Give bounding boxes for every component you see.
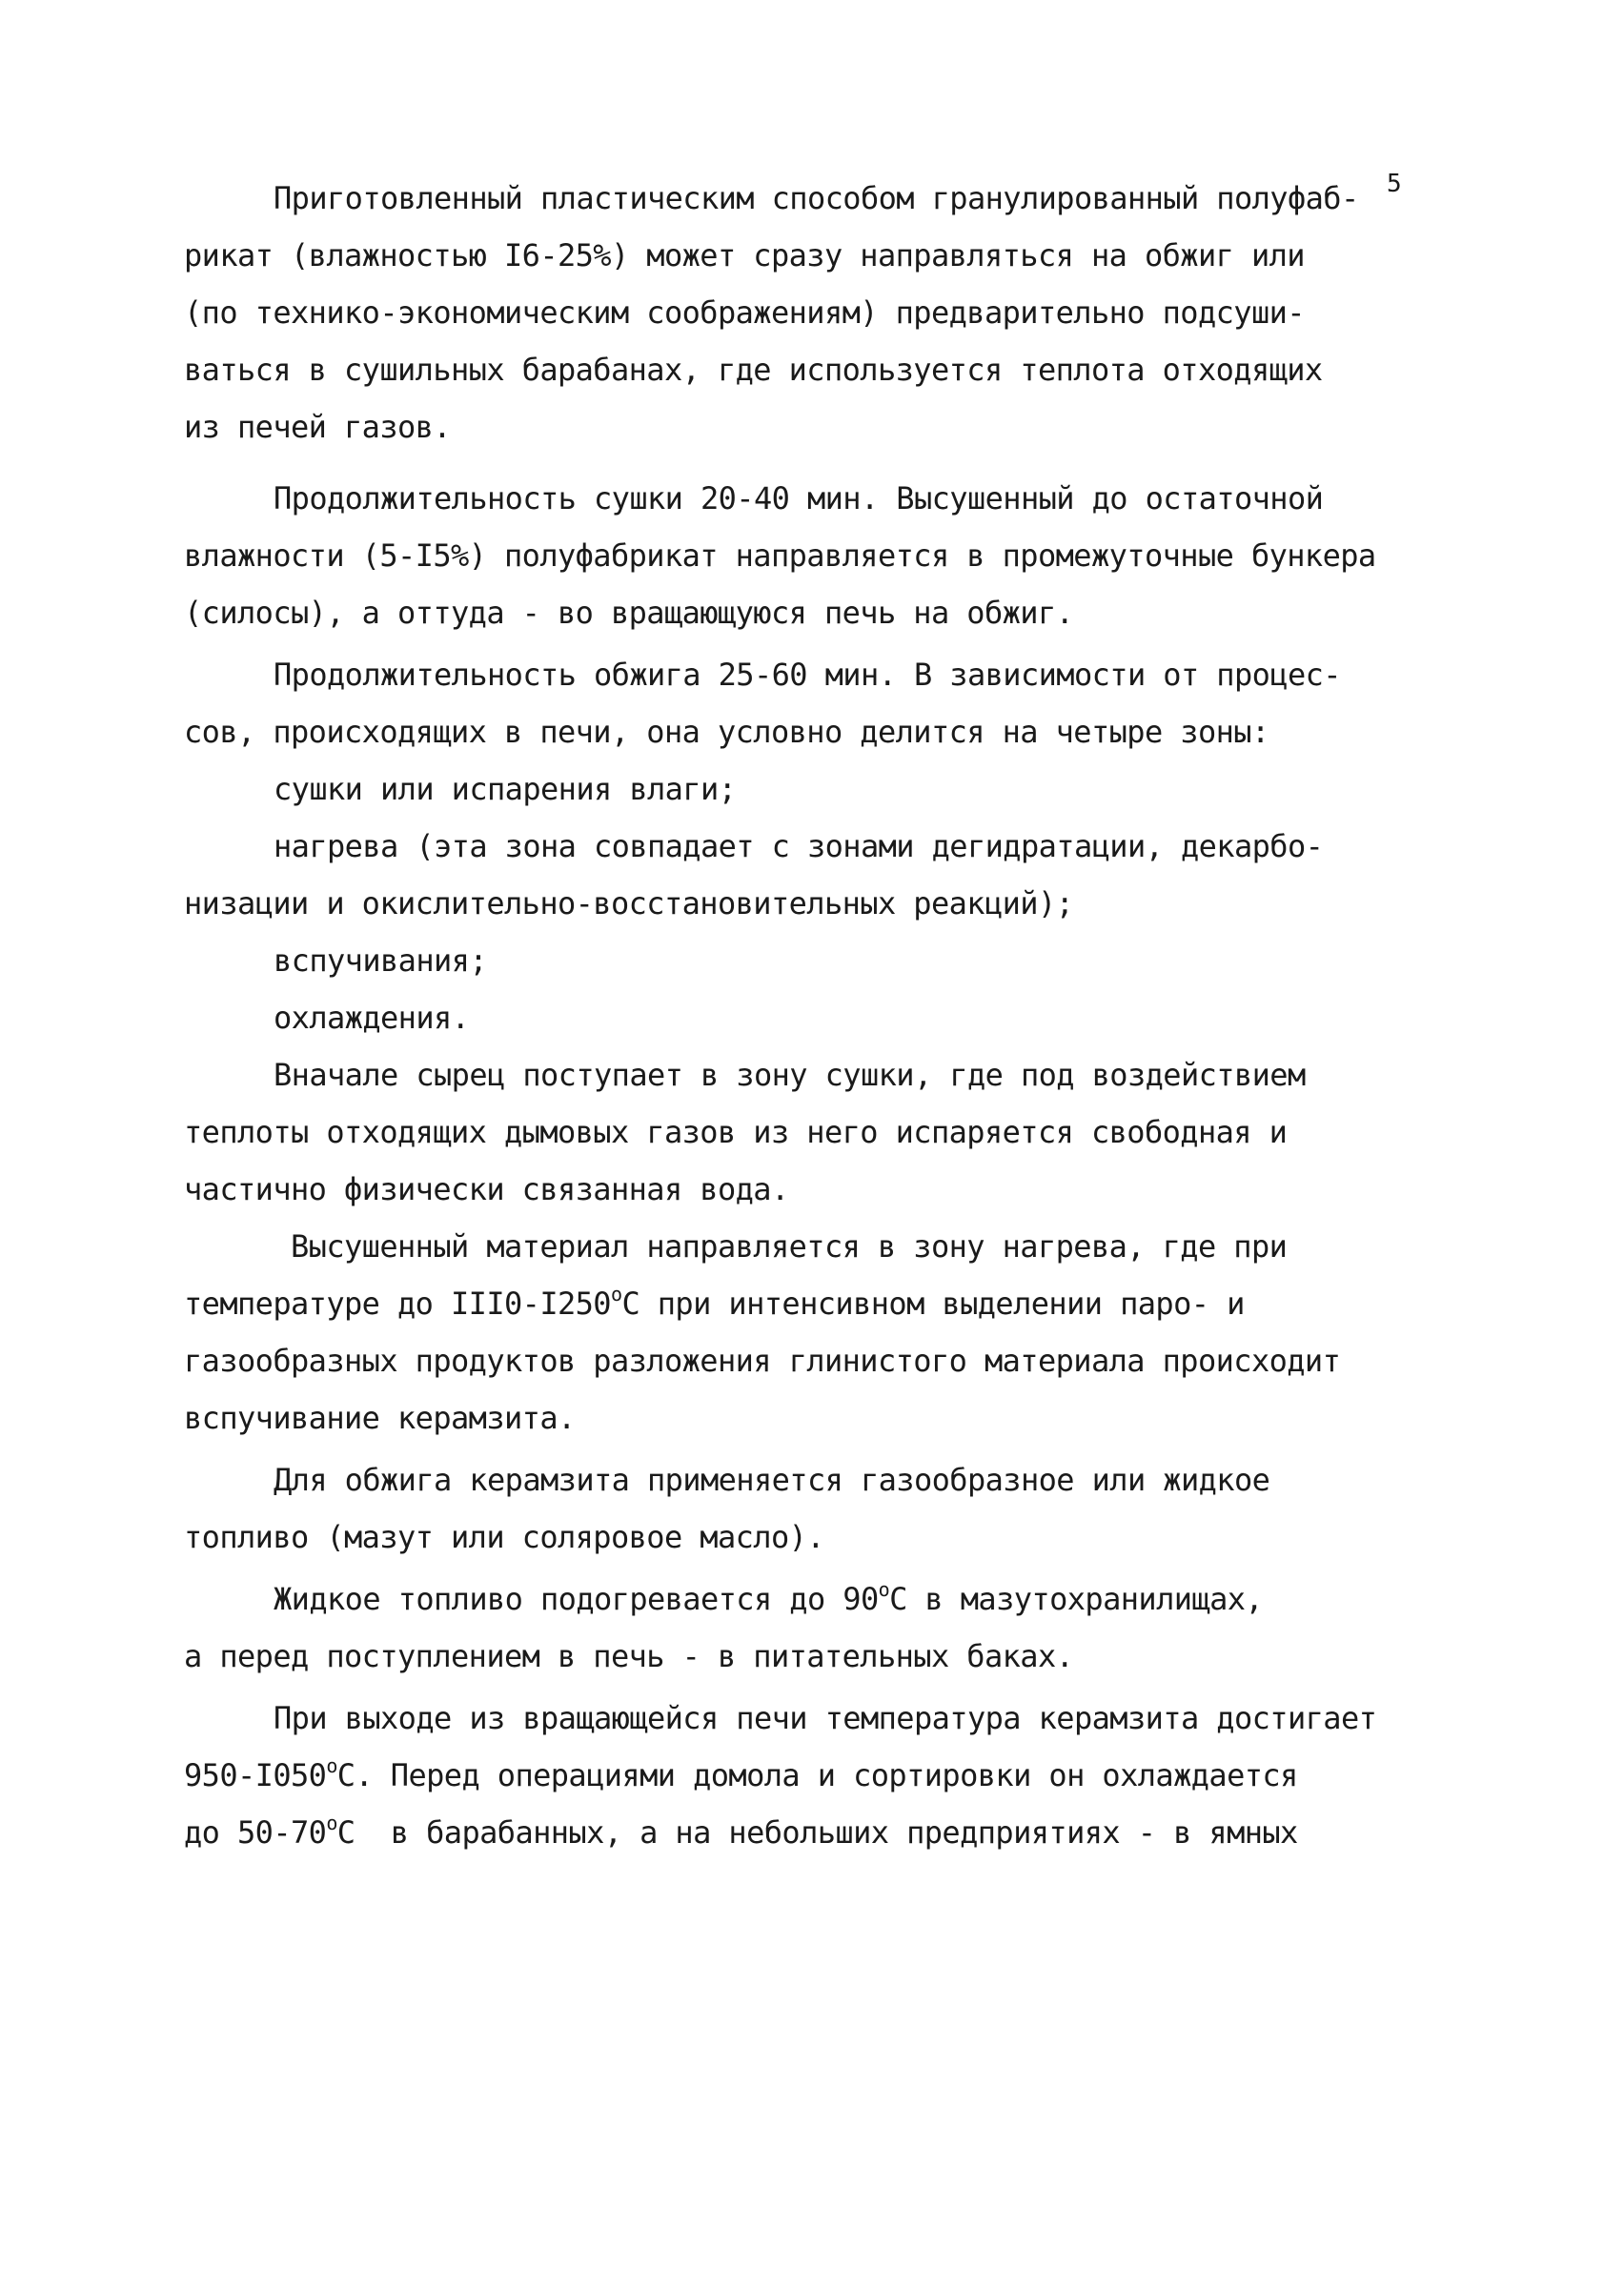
degree-superscript: o	[326, 1812, 337, 1835]
list-item: сушки или испарения влаги;	[274, 771, 737, 807]
degree-superscript: o	[610, 1283, 622, 1306]
degree-superscript: o	[326, 1754, 337, 1778]
list-item: вспучивания;	[274, 942, 487, 979]
text-line: из печей газов.	[184, 409, 451, 445]
degree-superscript: o	[878, 1578, 890, 1602]
text-line: вспучивание керамзита.	[184, 1400, 576, 1436]
text-line: сов, происходящих в печи, она условно делится на четыре зоны:	[184, 714, 1269, 750]
page-number: 5	[1387, 170, 1402, 198]
text-line: Для обжига керамзита применяется газообразное или жидкое	[274, 1462, 1270, 1498]
text-line: Продолжительность сушки 20-40 мин. Высушенный до остаточной	[274, 480, 1324, 516]
text-line: теплоты отходящих дымовых газов из него испаряется свободная и	[184, 1114, 1288, 1150]
text-line: температуре до III0-I250$^o$С при интенсивном выделении паро- и	[184, 1283, 1245, 1322]
text-line: При выходе из вращающейся печи температура керамзита достигает	[274, 1700, 1377, 1736]
text-line: Жидкое топливо подогревается до 90$^o$С в мазутохранилищах,	[274, 1578, 1264, 1617]
text-line: Высушенный материал направляется в зону нагрева, где при	[291, 1228, 1288, 1265]
text-line: Приготовленный пластическим способом гранулированный полуфаб-	[274, 180, 1359, 216]
text-line: Продолжительность обжига 25-60 мин. В зависимости от процес-	[274, 657, 1341, 693]
text-line: влажности (5-I5%) полуфабрикат направляется в промежуточные бункера	[184, 537, 1376, 574]
list-item: охлаждения.	[274, 1000, 470, 1036]
text-line: а перед поступлением в печь - в питательных баках.	[184, 1638, 1074, 1674]
text-line: (силосы), а оттуда - во вращающуюся печь на обжиг.	[184, 595, 1074, 631]
text-line: до 50-70$^o$С в барабанных, а на небольших предприятиях - в ямных	[184, 1812, 1298, 1851]
text-line: Вначале сырец поступает в зону сушки, где под воздействием	[274, 1057, 1306, 1093]
list-item: нагрева (эта зона совпадает с зонами дегидратации, декарбо-	[274, 828, 1324, 864]
text-line: ваться в сушильных барабанах, где используется теплота отходящих	[184, 352, 1323, 388]
text-line: рикат (влажностью I6-25%) может сразу направляться на обжиг или	[184, 237, 1305, 273]
text-line: газообразных продуктов разложения глинистого материала происходит	[184, 1343, 1341, 1379]
text-line: частично физически связанная вода.	[184, 1171, 789, 1207]
text-line: 950-I050$^o$С. Перед операциями домола и сортировки он охлаждается	[184, 1754, 1298, 1793]
text-line: низации и окислительно-восстановительных реакций);	[184, 885, 1074, 921]
text-line: (по технико-экономическим соображениям) предварительно подсуши-	[184, 294, 1305, 331]
text-line: топливо (мазут или соляровое масло).	[184, 1519, 824, 1555]
